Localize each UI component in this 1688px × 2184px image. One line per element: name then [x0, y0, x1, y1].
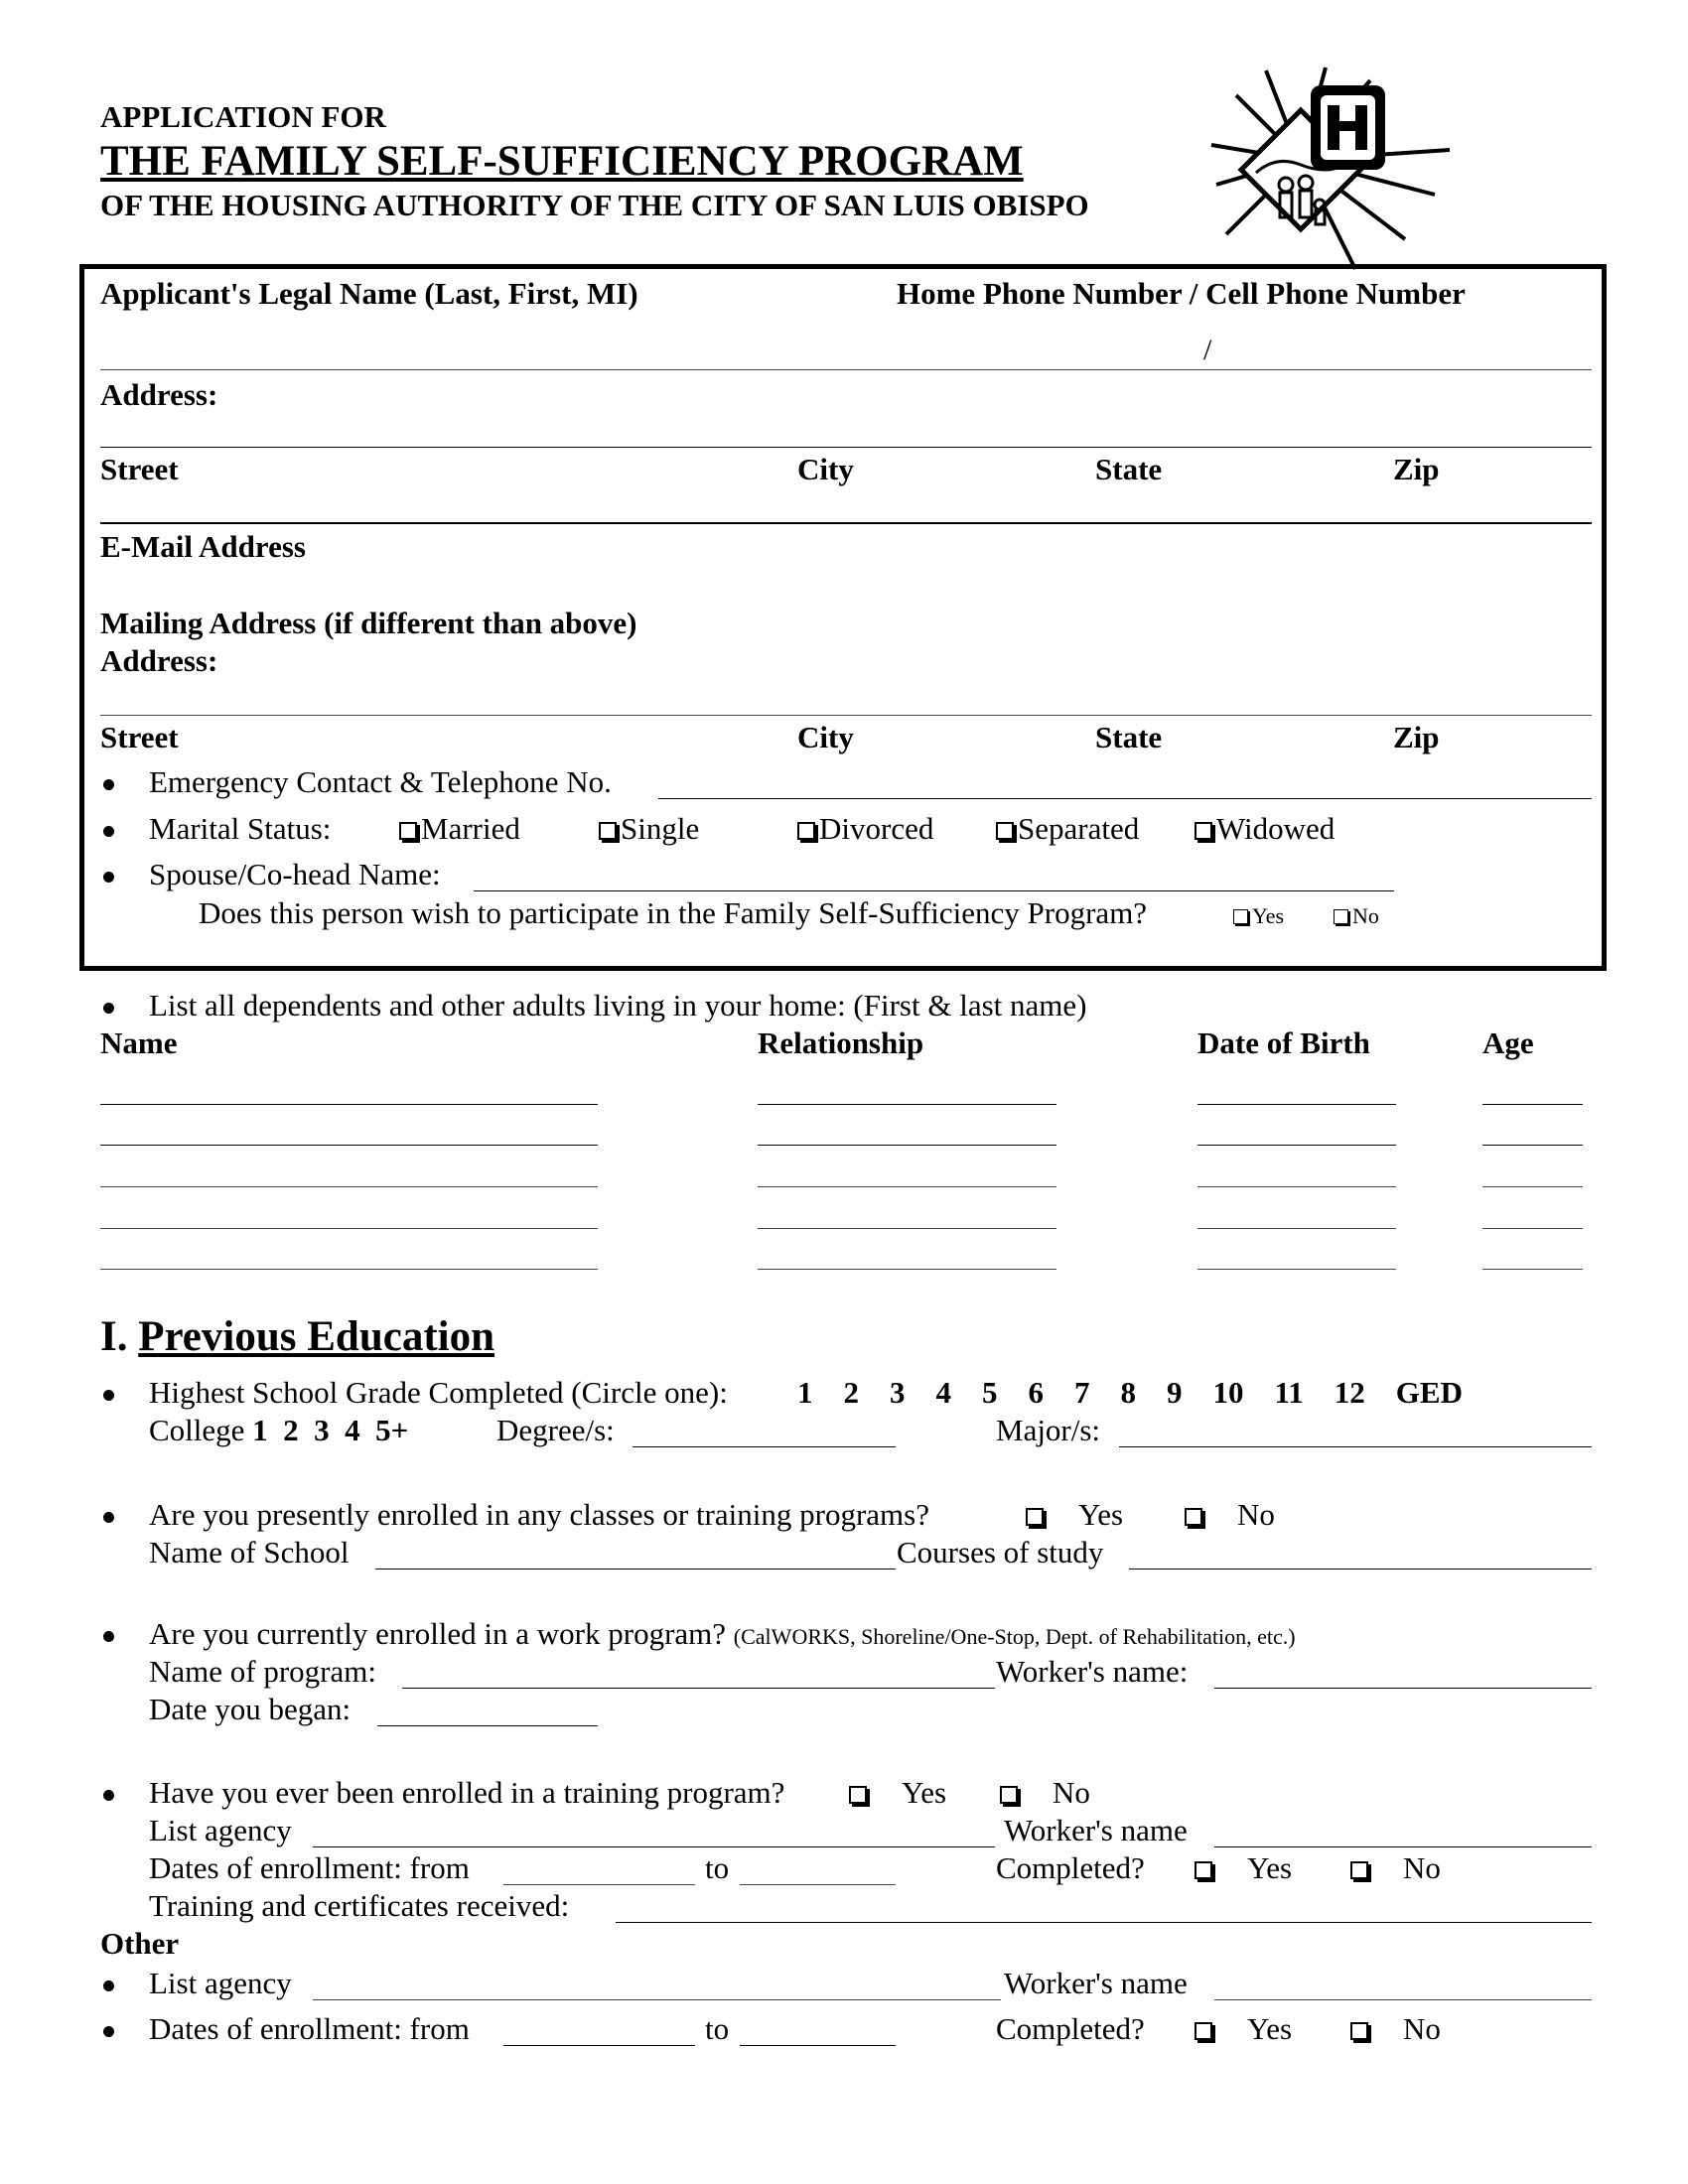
spouse-name-label: Spouse/Co-head Name:: [149, 857, 441, 891]
widowed-option[interactable]: Widowed: [1195, 811, 1335, 847]
mailing-street-label: Street: [100, 720, 179, 754]
enrolled-yes-option[interactable]: Yes: [1026, 1497, 1123, 1533]
training-question: Have you ever been enrolled in a training program?: [149, 1775, 785, 1810]
work-program-question: Are you currently enrolled in a work program? (CalWORKS, Shoreline/One-Stop, Dept. of Rehabilitation, etc.): [149, 1616, 1296, 1651]
other-agency-label: List agency: [149, 1966, 292, 2000]
dependent-dob-field[interactable]: [1197, 1269, 1396, 1270]
dependent-name-field[interactable]: [100, 1186, 598, 1187]
dependent-name-field[interactable]: [100, 1145, 598, 1146]
participate-yes-checkbox[interactable]: [1233, 909, 1248, 924]
completed-no-option[interactable]: No: [1350, 1850, 1441, 1886]
bullet: [103, 1003, 114, 1014]
bullet: [103, 1512, 114, 1523]
dependent-name-field[interactable]: [100, 1228, 598, 1229]
email-label: E-Mail Address: [100, 529, 306, 564]
mailing-address-label: Address:: [100, 643, 218, 678]
dependent-dob-field[interactable]: [1197, 1145, 1396, 1146]
completed-no-checkbox[interactable]: [1350, 1861, 1368, 1879]
other-to-label: to: [705, 2011, 730, 2046]
bullet: [103, 2026, 114, 2037]
dependents-col-relationship: Relationship: [758, 1025, 924, 1060]
dependent-dob-field[interactable]: [1197, 1104, 1396, 1105]
enrolled-no-option[interactable]: No: [1185, 1497, 1275, 1533]
phone-separator: /: [1203, 334, 1212, 366]
dependents-col-name: Name: [100, 1025, 178, 1060]
single-checkbox[interactable]: [599, 822, 617, 840]
married-option[interactable]: Married: [399, 811, 520, 847]
training-yes-option[interactable]: Yes: [849, 1775, 946, 1811]
section-title: Previous Education: [138, 1313, 495, 1360]
grade-option[interactable]: 2: [843, 1375, 859, 1410]
enrolled-question: Are you presently enrolled in any classes or training programs?: [149, 1497, 929, 1532]
dependent-name-field[interactable]: [100, 1104, 598, 1105]
dependent-age-field[interactable]: [1482, 1186, 1583, 1187]
school-field[interactable]: [375, 1569, 896, 1570]
dependent-age-field[interactable]: [1482, 1269, 1583, 1270]
other-dates-label: Dates of enrollment: from: [149, 2011, 470, 2046]
page-title: THE FAMILY SELF-SUFFICIENCY PROGRAM: [100, 138, 1024, 185]
other-worker-field[interactable]: [1214, 1999, 1592, 2000]
address-field[interactable]: [100, 447, 1592, 448]
emergency-contact-field[interactable]: [658, 798, 1592, 799]
emergency-contact-label: Emergency Contact & Telephone No.: [149, 764, 612, 799]
section-number: I.: [100, 1313, 128, 1360]
street-label: Street: [100, 452, 179, 486]
separated-checkbox[interactable]: [996, 822, 1014, 840]
work-program-examples: (CalWORKS, Shoreline/One-Stop, Dept. of Rehabilitation, etc.): [733, 1624, 1296, 1649]
separated-option[interactable]: Separated: [996, 811, 1139, 847]
worker-name-label: Worker's name:: [996, 1654, 1189, 1689]
dependent-relationship-field[interactable]: [758, 1269, 1056, 1270]
married-checkbox[interactable]: [399, 822, 417, 840]
dependent-dob-field[interactable]: [1197, 1228, 1396, 1229]
dependent-dob-field[interactable]: [1197, 1186, 1396, 1187]
mailing-address-heading: Mailing Address (if different than above): [100, 606, 637, 640]
date-began-field[interactable]: [377, 1725, 598, 1726]
bullet: [103, 1980, 114, 1991]
dependent-age-field[interactable]: [1482, 1145, 1583, 1146]
dependents-intro: List all dependents and other adults living in your home: (First & last name): [149, 988, 1087, 1023]
worker-name-field[interactable]: [1214, 1688, 1592, 1689]
other-from-field[interactable]: [503, 2045, 695, 2046]
to-label: to: [705, 1850, 730, 1885]
certificates-label: Training and certificates received:: [149, 1888, 570, 1923]
grade-option[interactable]: 7: [1074, 1375, 1090, 1410]
grade-option[interactable]: 12: [1334, 1375, 1365, 1410]
dependent-name-field[interactable]: [100, 1269, 598, 1270]
mailing-zip-label: Zip: [1393, 720, 1440, 754]
dependent-relationship-field[interactable]: [758, 1145, 1056, 1146]
enrollment-to-field[interactable]: [740, 1884, 896, 1885]
completed-label: Completed?: [996, 1850, 1145, 1885]
training-worker-label: Worker's name: [1004, 1813, 1188, 1847]
school-label: Name of School: [149, 1535, 350, 1570]
participate-no-option[interactable]: No: [1334, 903, 1379, 929]
widowed-checkbox[interactable]: [1195, 822, 1212, 840]
dependent-relationship-field[interactable]: [758, 1104, 1056, 1105]
dependent-relationship-field[interactable]: [758, 1228, 1056, 1229]
training-no-checkbox[interactable]: [1000, 1786, 1018, 1804]
enrollment-dates-label: Dates of enrollment: from: [149, 1850, 470, 1885]
bullet: [103, 779, 114, 790]
state-label: State: [1095, 452, 1163, 486]
participate-yes-option[interactable]: Yes: [1233, 903, 1284, 929]
major-field[interactable]: [1119, 1446, 1592, 1447]
college-year-option[interactable]: 4: [345, 1413, 360, 1447]
grade-option[interactable]: 4: [935, 1375, 951, 1410]
certificates-field[interactable]: [616, 1922, 1592, 1923]
other-heading: Other: [100, 1926, 180, 1961]
page-subtitle: OF THE HOUSING AUTHORITY OF THE CITY OF SAN LUIS OBISPO: [100, 188, 1089, 222]
training-no-option[interactable]: No: [1000, 1775, 1090, 1811]
college-year-option[interactable]: 3: [314, 1413, 330, 1447]
grade-option[interactable]: 6: [1028, 1375, 1044, 1410]
phone-label: Home Phone Number / Cell Phone Number: [897, 276, 1466, 311]
bullet: [103, 1631, 114, 1642]
grade-option[interactable]: 11: [1274, 1375, 1304, 1410]
date-began-label: Date you began:: [149, 1692, 352, 1726]
dependents-col-dob: Date of Birth: [1197, 1025, 1370, 1060]
agency-field[interactable]: [313, 1846, 995, 1847]
training-worker-field[interactable]: [1214, 1846, 1592, 1847]
applicant-name-field[interactable]: [100, 369, 1592, 370]
grade-option[interactable]: 10: [1212, 1375, 1244, 1410]
address-label: Address:: [100, 377, 218, 412]
grade-option[interactable]: 1: [797, 1375, 813, 1410]
divorced-checkbox[interactable]: [797, 822, 815, 840]
dependent-relationship-field[interactable]: [758, 1186, 1056, 1187]
mailing-state-label: State: [1095, 720, 1163, 754]
header-line1: APPLICATION FOR: [100, 99, 386, 134]
courses-field[interactable]: [1129, 1569, 1592, 1570]
enrolled-yes-checkbox[interactable]: [1026, 1508, 1044, 1526]
college-label: College: [149, 1413, 245, 1447]
completed-yes-option[interactable]: Yes: [1195, 1850, 1292, 1886]
courses-label: Courses of study: [897, 1535, 1104, 1570]
degree-label: Degree/s:: [496, 1413, 615, 1447]
grade-option[interactable]: GED: [1395, 1375, 1463, 1410]
agency-label: List agency: [149, 1813, 292, 1847]
bullet: [103, 826, 114, 837]
grade-option[interactable]: 8: [1120, 1375, 1136, 1410]
other-completed-label: Completed?: [996, 2011, 1145, 2046]
participate-question: Does this person wish to participate in the Family Self-Sufficiency Program?: [199, 895, 1148, 930]
bullet: [103, 1790, 114, 1801]
divorced-option[interactable]: Divorced: [797, 811, 933, 847]
other-worker-label: Worker's name: [1004, 1966, 1188, 2000]
dependent-age-field[interactable]: [1482, 1228, 1583, 1229]
zip-label: Zip: [1393, 452, 1440, 486]
email-field[interactable]: [100, 522, 1592, 524]
college-year-option[interactable]: 5+: [375, 1413, 409, 1447]
enrolled-no-checkbox[interactable]: [1185, 1508, 1202, 1526]
program-name-label: Name of program:: [149, 1654, 376, 1689]
grade-options[interactable]: [797, 1375, 1463, 1411]
college-year-option[interactable]: 1: [252, 1413, 268, 1447]
bullet: [103, 872, 114, 883]
other-completed-yes-option[interactable]: Yes: [1195, 2011, 1292, 2047]
program-name-field[interactable]: [402, 1688, 995, 1689]
college-row: [149, 1413, 408, 1448]
other-completed-no-checkbox[interactable]: [1350, 2022, 1368, 2040]
dependent-age-field[interactable]: [1482, 1104, 1583, 1105]
spouse-name-field[interactable]: [474, 890, 1394, 891]
grade-label: Highest School Grade Completed (Circle one):: [149, 1375, 728, 1410]
grade-option[interactable]: 5: [982, 1375, 998, 1410]
major-label: Major/s:: [996, 1413, 1101, 1447]
grade-option[interactable]: 9: [1167, 1375, 1183, 1410]
mailing-address-field[interactable]: [100, 715, 1592, 716]
dependents-col-age: Age: [1482, 1025, 1534, 1060]
completed-yes-checkbox[interactable]: [1195, 1861, 1212, 1879]
degree-field[interactable]: [633, 1446, 896, 1447]
city-label: City: [797, 452, 854, 486]
applicant-name-label: Applicant's Legal Name (Last, First, MI): [100, 276, 638, 311]
mailing-city-label: City: [797, 720, 854, 754]
single-option[interactable]: Single: [599, 811, 699, 847]
college-year-option[interactable]: 2: [283, 1413, 299, 1447]
training-yes-checkbox[interactable]: [849, 1786, 867, 1804]
other-agency-field[interactable]: [313, 1999, 1001, 2000]
bullet: [103, 1390, 114, 1401]
other-to-field[interactable]: [740, 2045, 896, 2046]
section-heading: [100, 1312, 494, 1361]
enrollment-from-field[interactable]: [503, 1884, 695, 1885]
marital-status-label: Marital Status:: [149, 811, 332, 846]
grade-option[interactable]: 3: [890, 1375, 906, 1410]
other-completed-yes-checkbox[interactable]: [1195, 2022, 1212, 2040]
housing-authority-sun-logo-icon: [1206, 66, 1455, 274]
participate-no-checkbox[interactable]: [1334, 909, 1348, 924]
other-completed-no-option[interactable]: No: [1350, 2011, 1441, 2047]
